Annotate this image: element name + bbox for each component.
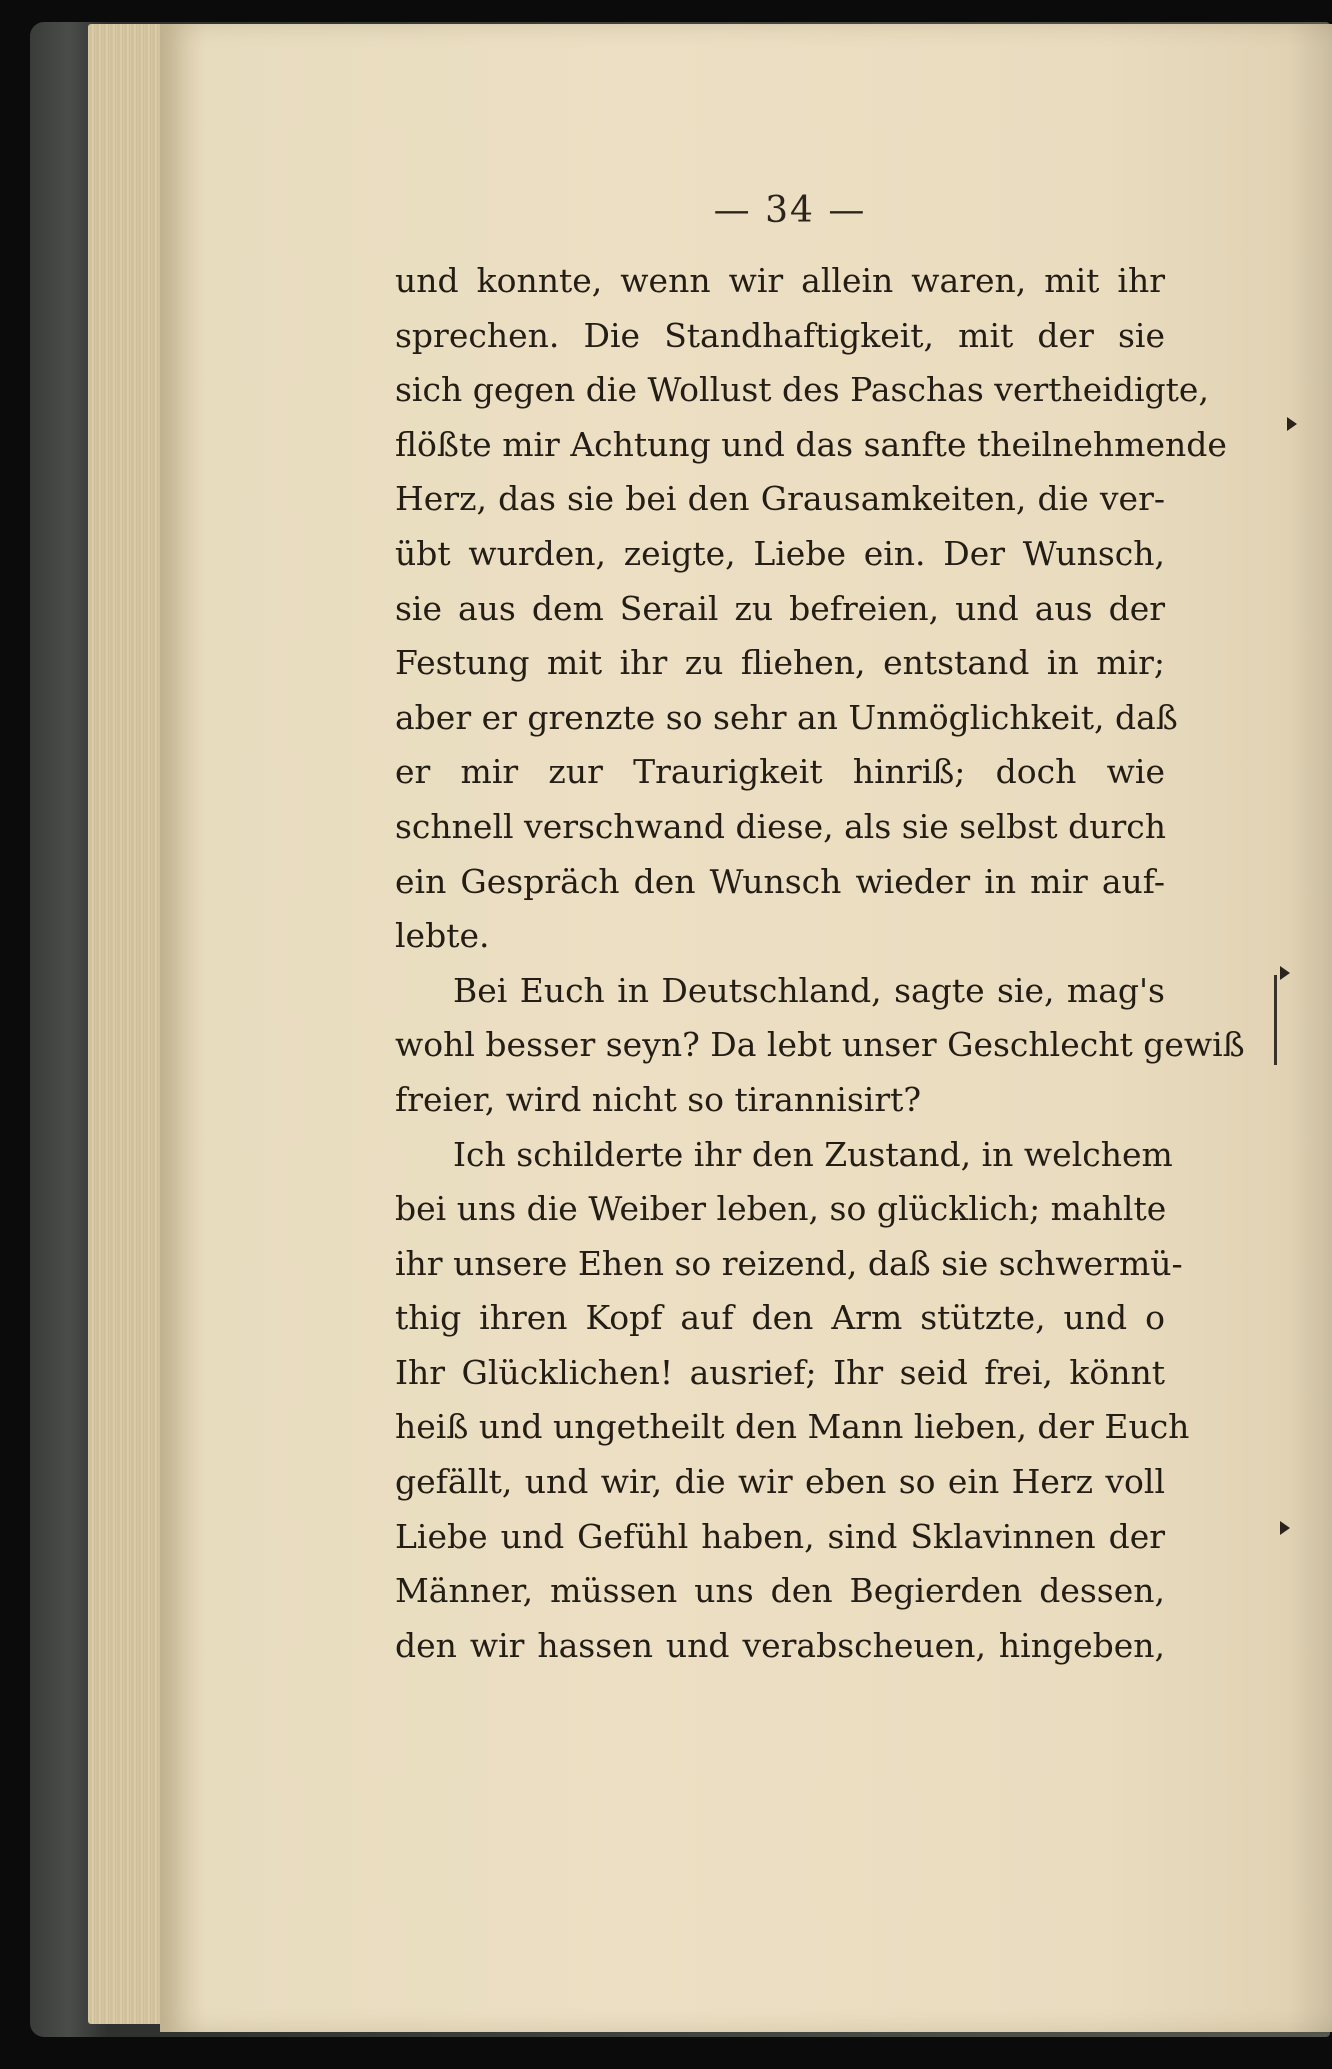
body-text: [395, 254, 1245, 1673]
text-line: Herz, das sie bei den Grausamkeiten, die ver-: [395, 479, 1165, 519]
text-line: flößte mir Achtung und das sanfte theilnehmende: [395, 424, 1227, 464]
text-line: bei uns die Weiber leben, so glücklich; mahlte: [395, 1189, 1167, 1229]
text-line: lebte.: [395, 916, 490, 956]
text-line: Ich schilderte ihr den Zustand, in welchem: [453, 1134, 1173, 1174]
text-line: Liebe und Gefühl haben, sind Sklavinnen der: [395, 1516, 1165, 1556]
text-line: Bei Euch in Deutschland, sagte sie, mag's: [453, 970, 1165, 1010]
text-line: Festung mit ihr zu fliehen, entstand in mir;: [395, 643, 1165, 683]
page-right-edge: [1288, 24, 1332, 2034]
margin-rule: [1274, 975, 1277, 1065]
text-line: freier, wird nicht so tirannisirt?: [395, 1079, 922, 1119]
text-line: heiß und ungetheilt den Mann lieben, der Euch: [395, 1407, 1190, 1447]
margin-mark: [1287, 417, 1297, 431]
text-line: den wir hassen und verabscheuen, hingeben,: [395, 1625, 1165, 1665]
text-line: Ihr Glücklichen! ausrief; Ihr seid frei, könnt: [395, 1352, 1165, 1392]
page-number: — 34 —: [713, 190, 867, 231]
text-line: schnell verschwand diese, als sie selbst durch: [395, 806, 1166, 846]
text-line: gefällt, und wir, die wir eben so ein Herz voll: [395, 1462, 1165, 1502]
text-line: und konnte, wenn wir allein waren, mit ihr: [395, 261, 1165, 300]
text-line: sie aus dem Serail zu befreien, und aus der: [395, 588, 1165, 628]
text-line: wohl besser seyn? Da lebt unser Geschlecht gewiß: [395, 1025, 1245, 1065]
margin-mark: [1280, 1521, 1290, 1535]
text-line: ein Gespräch den Wunsch wieder in mir auf-: [395, 861, 1165, 901]
text-line: aber er grenzte so sehr an Unmöglichkeit, daß: [395, 697, 1178, 737]
page-edges: [88, 24, 168, 2024]
text-line: thig ihren Kopf auf den Arm stützte, und o: [395, 1298, 1165, 1338]
text-line: übt wurden, zeigte, Liebe ein. Der Wunsch,: [395, 533, 1165, 573]
text-line: Männer, müssen uns den Begierden dessen,: [395, 1571, 1165, 1611]
text-line: ihr unsere Ehen so reizend, daß sie schwermü-: [395, 1243, 1183, 1283]
text-line: er mir zur Traurigkeit hinriß; doch wie: [395, 752, 1165, 792]
text-line: sprechen. Die Standhaftigkeit, mit der sie: [395, 315, 1165, 355]
text-line: sich gegen die Wollust des Paschas vertheidigte,: [395, 370, 1209, 410]
margin-mark: [1280, 966, 1290, 980]
